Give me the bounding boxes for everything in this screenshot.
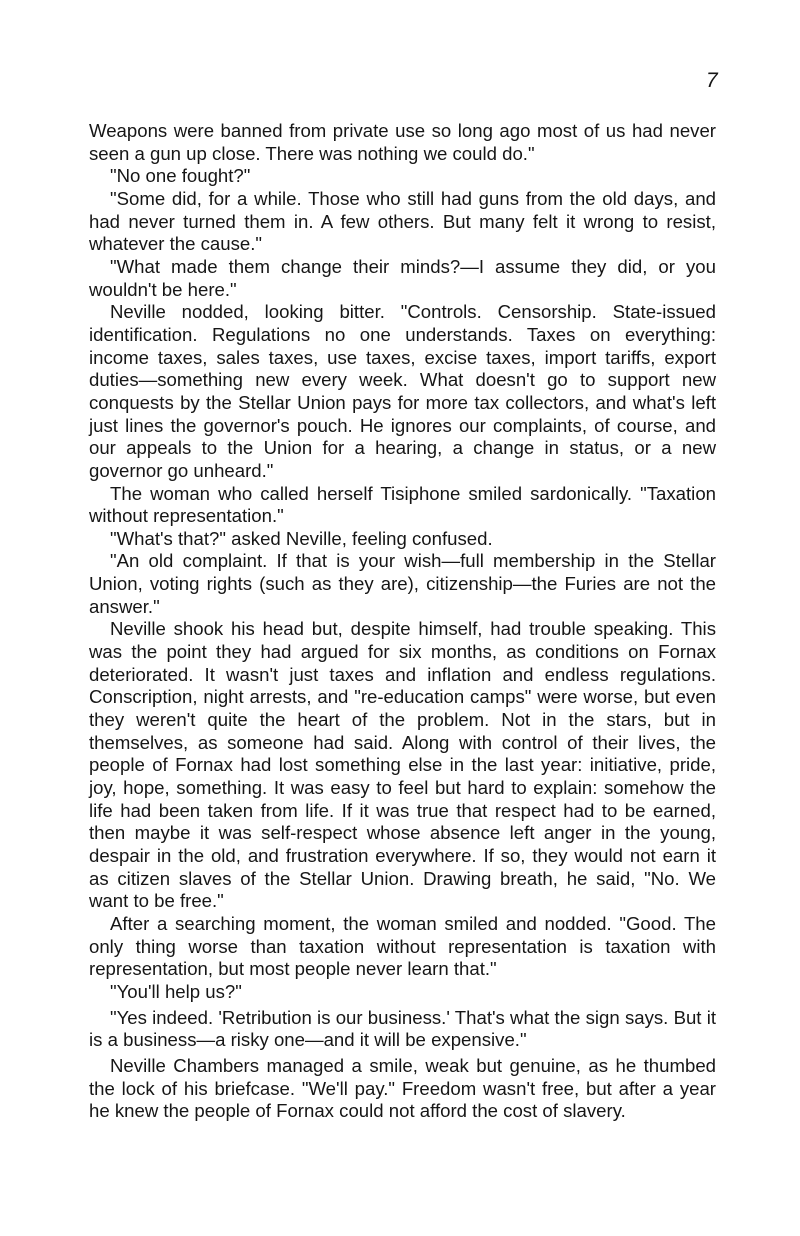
paragraph: After a searching moment, the woman smiled and nodded. "Good. The only thing worse than taxation without representation is taxation with representation, but most people never learn that." (89, 912, 716, 980)
paragraph: "No one fought?" (110, 165, 251, 187)
paragraph: "What's that?" asked Neville, feeling confused. (110, 527, 493, 549)
paragraph: The woman who called herself Tisiphone smiled sardonically. "Taxation without representation." (89, 482, 716, 527)
paragraph: "An old complaint. If that is your wish—full membership in the Stellar Union, voting rights (such as they are), citizenship—the Furies are not the answer." (89, 550, 716, 617)
paragraph: "What made them change their minds?—I assume they did, or you wouldn't be here." (89, 255, 716, 300)
paragraph: Weapons were banned from private use so long ago most of us had never seen a gun up close. There was nothing we could do." (89, 120, 716, 164)
paragraph: "Some did, for a while. Those who still had guns from the old days, and had never turned them in. A few others. But many felt it wrong to resist, whatever the cause." (89, 187, 716, 255)
page-number: 7 (706, 69, 718, 92)
paragraph: Neville Chambers managed a smile, weak but genuine, as he thumbed the lock of his briefcase. "We'll pay." Freedom wasn't free, but after a year he knew the people of Fornax could not afford the cost of slavery. (89, 1054, 716, 1122)
paragraph: Neville nodded, looking bitter. "Controls. Censorship. State-issued identification. Regulations no one understands. Taxes on everything: income taxes, sales taxes, use taxes, excise taxes, import tariffs, export duties—something new every week. What doesn't go to support new conquests by the Stellar Union pays for more tax collectors, and what's left just lines the governor's pouch. He ignores our complaints, of course, and our appeals to the Union for a hearing, a change in status, or a new governor go unheard." (89, 301, 716, 481)
paragraph: "Yes indeed. 'Retribution is our business.' That's what the sign says. But it is a business—a risky one—and it will be expensive." (89, 1006, 716, 1051)
paragraph: Neville shook his head but, despite himself, had trouble speaking. This was the point they had argued for six months, as conditions on Fornax deteriorated. It wasn't just taxes and inflation and endless regulations. Conscription, night arrests, and "re-education camps" were worse, but even they weren't quite the heart of the problem. Not in the stars, but in themselves, as someone had said. Along with control of their lives, the people of Fornax had lost something else in the last year: initiative, pride, joy, hope, something. It was easy to feel but hard to explain: somehow the life had been taken from life. If it was true that respect had to be earned, then maybe it was self-respect whose absence left anger in the young, despair in the old, and frustration everywhere. If so, they would not earn it as citizen slaves of the Stellar Union. Drawing breath, he said, "No. We want to be free." (89, 618, 716, 912)
body-text (89, 120, 716, 1123)
paragraph: "You'll help us?" (110, 980, 242, 1002)
